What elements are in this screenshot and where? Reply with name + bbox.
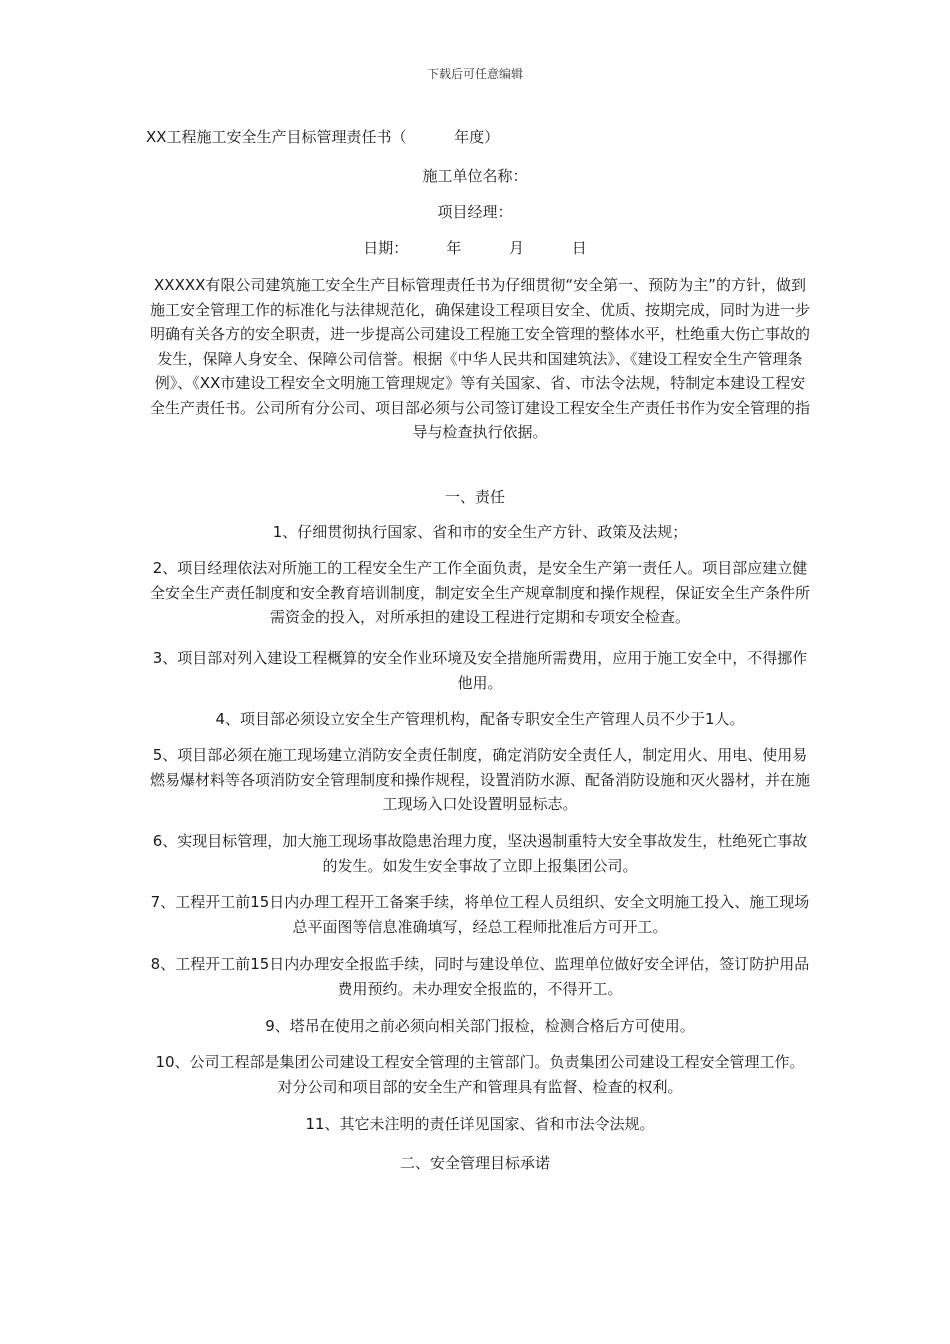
list-item: 2、项目经理依法对所施工的工程安全生产工作全面负责，是安全生产第一责任人。项目部应建立健全安全生产责任制度和安全教育培训制度，制定安全生产规章制度和操作规程，保证安全生产条件所需资金的投入，对所承担的建设工程进行定期和专项安全检查。 xyxy=(149,559,810,626)
project-manager-line: 项目经理： xyxy=(437,203,513,221)
list-item: 11、其它未注明的责任详见国家、省和市法令法规。 xyxy=(305,1115,655,1133)
header-note: 下载后可任意编辑 xyxy=(426,67,523,81)
intro-paragraph: XXXXX有限公司建筑施工安全生产目标管理责任书为仔细贯彻“安全第一、预防为主”的方针，做到施工安全管理工作的标准化与法律规范化，确保建设工程项目安全、优质、按期完成，同时为进一步明确有关各方的安全职责，进一步提高公司建设工程施工安全管理的整体水平，杜绝重大伤亡事故的发生，保障人身安全、保障公司信誉。根据《中华人民共和国建筑法》、《建设工程安全生产管理条例》、《XX市建设工程安全文明施工管理规定》等有关国家、省、市法令法规，特制定本建设工程安全生产责任书。公司所有分公司、项目部必须与公司签订建设工程安全生产责任书作为安全管理的指导与检查执行依据。 xyxy=(149,276,810,441)
list-item: 4、项目部必须设立安全生产管理机构，配备专职安全生产管理人员不少于1人。 xyxy=(215,710,745,728)
section-heading-safety-goals: 二、安全管理目标承诺 xyxy=(399,1154,550,1172)
list-item: 10、公司工程部是集团公司建设工程安全管理的主管部门。负责集团公司建设工程安全管理工作。对分公司和项目部的安全生产和管理具有监督、检查的权利。 xyxy=(155,1053,805,1096)
list-item: 7、工程开工前15日内办理工程开工备案手续，将单位工程人员组织、安全文明施工投入、施工现场总平面图等信息准确填写，经总工程师批准后方可开工。 xyxy=(150,893,810,936)
document-title: XX工程施工安全生产目标管理责任书（ 年度） xyxy=(146,128,500,146)
date-line: 日期： 年 月 日 xyxy=(363,239,587,257)
construction-unit-line: 施工单位名称： xyxy=(422,167,528,185)
list-item: 5、项目部必须在施工现场建立消防安全责任制度，确定消防安全责任人，制定用火、用电、使用易燃易爆材料等各项消防安全管理制度和操作规程，设置消防水源、配备消防设施和灭火器材，并在施工现场入口处设置明显标志。 xyxy=(149,746,810,813)
list-item: 1、仔细贯彻执行国家、省和市的安全生产方针、政策及法规； xyxy=(272,523,688,541)
section-heading-responsibility: 一、责任 xyxy=(444,488,505,506)
list-item: 8、工程开工前15日内办理安全报监手续，同时与建设单位、监理单位做好安全评估，签订防护用品费用预约。未办理安全报监的，不得开工。 xyxy=(150,955,810,998)
list-item: 3、项目部对列入建设工程概算的安全作业环境及安全措施所需费用，应用于施工安全中，不得挪作他用。 xyxy=(152,649,808,692)
list-item: 6、实现目标管理，加大施工现场事故隐患治理力度，坚决遏制重特大安全事故发生，杜绝死亡事故的发生。如发生安全事故了立即上报集团公司。 xyxy=(152,832,808,875)
list-item: 9、塔吊在使用之前必须向相关部门报检，检测合格后方可使用。 xyxy=(265,1017,695,1035)
